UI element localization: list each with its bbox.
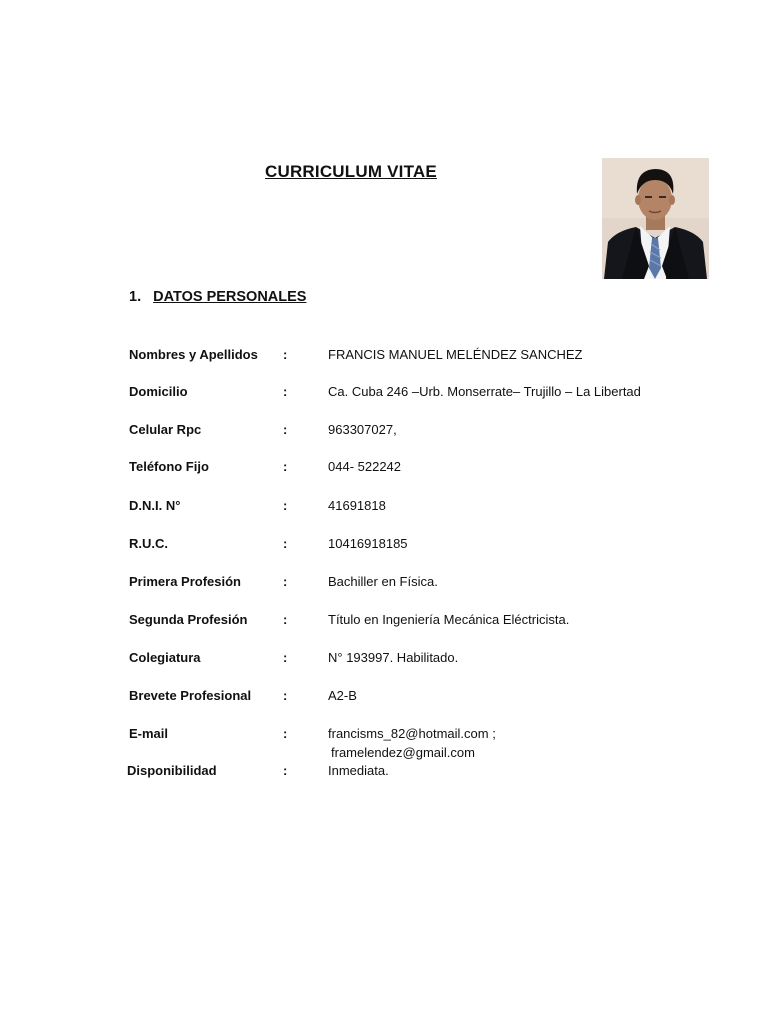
field-label: Nombres y Apellidos bbox=[129, 347, 258, 362]
field-value: A2-B bbox=[328, 688, 357, 703]
field-value: Ca. Cuba 246 –Urb. Monserrate– Trujillo – La Libertad bbox=[328, 384, 641, 399]
field-label: Colegiatura bbox=[129, 650, 201, 665]
field-value: N° 193997. Habilitado. bbox=[328, 650, 459, 665]
field-label: E-mail bbox=[129, 726, 169, 741]
field-label: Brevete Profesional bbox=[129, 688, 252, 703]
field-label: R.U.C. bbox=[129, 536, 168, 551]
field-value: Inmediata. bbox=[328, 763, 389, 778]
field-label: Disponibilidad bbox=[127, 763, 217, 778]
field-value: Bachiller en Física. bbox=[328, 574, 438, 589]
field-separator: : bbox=[283, 459, 288, 474]
profile-photo-image bbox=[602, 158, 709, 279]
field-separator: : bbox=[283, 536, 288, 551]
field-label: Teléfono Fijo bbox=[129, 459, 209, 474]
email-primary: francisms_82@hotmail.com ; bbox=[328, 726, 496, 741]
field-label: Primera Profesión bbox=[129, 574, 241, 589]
field-separator: : bbox=[283, 384, 288, 399]
field-separator: : bbox=[283, 650, 288, 665]
field-value: 963307027, bbox=[328, 422, 397, 437]
field-separator: : bbox=[283, 347, 288, 362]
section-heading bbox=[129, 289, 306, 305]
field-value bbox=[328, 724, 496, 762]
field-value: 41691818 bbox=[328, 498, 386, 513]
field-label: Celular Rpc bbox=[129, 422, 202, 437]
section-title: DATOS PERSONALES bbox=[153, 289, 307, 305]
field-separator: : bbox=[283, 726, 288, 741]
field-separator: : bbox=[283, 612, 288, 627]
document-title: CURRICULUM VITAE bbox=[265, 162, 437, 181]
section-number: 1. bbox=[129, 289, 142, 305]
field-label: D.N.I. N° bbox=[129, 498, 181, 513]
profile-photo bbox=[602, 158, 709, 279]
field-label: Domicilio bbox=[129, 384, 188, 399]
field-separator: : bbox=[283, 763, 288, 778]
field-separator: : bbox=[283, 498, 288, 513]
field-value: FRANCIS MANUEL MELÉNDEZ SANCHEZ bbox=[328, 347, 583, 362]
email-secondary: framelendez@gmail.com bbox=[331, 745, 475, 760]
field-value: 10416918185 bbox=[328, 536, 408, 551]
field-label: Segunda Profesión bbox=[129, 612, 248, 627]
field-separator: : bbox=[283, 688, 288, 703]
field-separator: : bbox=[283, 422, 288, 437]
field-value: 044- 522242 bbox=[328, 459, 402, 474]
field-value: Título en Ingeniería Mecánica Eléctricista. bbox=[328, 612, 570, 627]
field-separator: : bbox=[283, 574, 288, 589]
